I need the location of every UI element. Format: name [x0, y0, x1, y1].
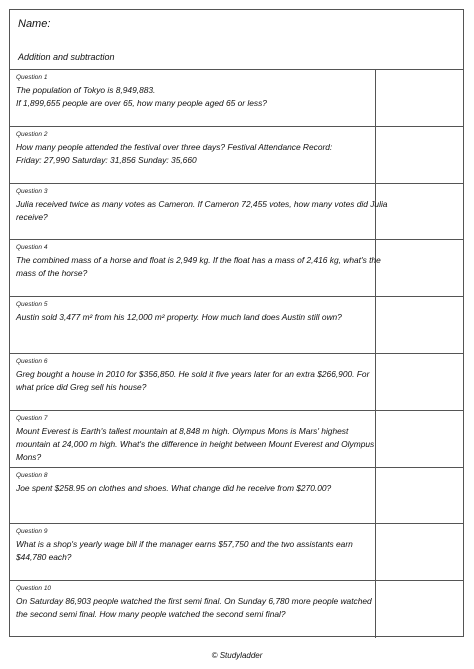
answer-box[interactable]	[376, 70, 463, 126]
answer-box[interactable]	[376, 354, 463, 410]
question-number: Question 3	[16, 187, 48, 195]
question-text-line: Mons?	[16, 451, 42, 462]
question-text-line: $44,780 each?	[16, 552, 72, 563]
question-text	[16, 84, 369, 110]
question-cell	[10, 297, 376, 353]
question-number: Question 2	[16, 130, 48, 138]
answer-box[interactable]	[376, 468, 463, 524]
question-text-line: what price did Greg sell his house?	[16, 382, 147, 392]
question-cell	[10, 70, 376, 126]
question-text	[16, 425, 375, 464]
question-row	[10, 240, 463, 297]
footer-brand: © Studyladder	[211, 651, 263, 660]
question-text-line: Joe spent $258.95 on clothes and shoes. What change did he receive from $270.00?	[16, 482, 332, 493]
question-text	[16, 254, 381, 280]
question-text-line: The population of Tokyo is 8,949,883.	[16, 85, 156, 95]
question-number: Question 1	[16, 74, 48, 81]
question-number: Question 10	[16, 585, 52, 593]
question-row	[10, 524, 463, 581]
question-row	[10, 70, 463, 127]
question-text-line: If 1,899,655 people are over 65, how many people aged 65 or less?	[16, 98, 267, 108]
question-text-line: receive?	[16, 211, 48, 222]
question-text	[16, 595, 372, 621]
question-cell	[10, 184, 388, 240]
question-number: Question 8	[16, 471, 48, 479]
question-text-line: How many people attended the festival over three days? Festival Attendance Record:	[16, 141, 333, 152]
worksheet-header	[10, 10, 463, 70]
answer-box[interactable]	[376, 184, 463, 240]
question-text	[16, 482, 369, 495]
question-text-line: Austin sold 3,477 m² from his 12,000 m² property. How much land does Austin still own?	[16, 312, 342, 323]
question-text-line: On Saturday 86,903 people watched the first semi final. On Sunday 6,780 more people watched	[16, 596, 372, 607]
question-number: Question 4	[16, 244, 48, 252]
answer-box[interactable]	[376, 411, 463, 467]
question-row	[10, 184, 463, 241]
question-text	[16, 368, 369, 394]
question-number: Question 9	[16, 528, 48, 536]
question-row	[10, 581, 463, 638]
question-text	[16, 538, 369, 564]
question-number: Question 6	[16, 358, 48, 365]
answer-box[interactable]	[376, 581, 463, 638]
question-text-line: mass of the horse?	[16, 268, 88, 279]
question-row	[10, 354, 463, 411]
question-cell	[10, 240, 381, 296]
question-cell	[10, 411, 376, 467]
question-cell	[10, 524, 376, 580]
question-row	[10, 411, 463, 468]
question-text	[16, 311, 369, 324]
answer-box[interactable]	[376, 240, 463, 296]
question-cell	[10, 468, 376, 524]
question-cell	[10, 127, 376, 183]
question-row	[10, 468, 463, 525]
question-number: Question 5	[16, 301, 48, 309]
question-number: Question 7	[16, 414, 48, 422]
question-text-line: the second semi final. How many people watched the second semi final?	[16, 609, 286, 620]
topic-title: Addition and subtraction	[18, 52, 115, 62]
question-row	[10, 127, 463, 184]
question-row	[10, 297, 463, 354]
question-text	[16, 198, 388, 224]
question-text-line: The combined mass of a horse and float is 2,949 kg. If the float has a mass of 2,416 kg, what's the	[16, 255, 381, 266]
worksheet	[9, 9, 464, 637]
question-text-line: Friday: 27,990 Saturday: 31,856 Sunday: 35,660	[16, 154, 197, 165]
question-text-line: What is a shop's yearly wage bill if the manager earns $57,750 and the two assistants earn	[16, 539, 353, 550]
question-text-line: mountain at 24,000 m high. What's the difference in height between Mount Everest and Olympus	[16, 438, 375, 449]
question-text-line: Mount Everest is Earth's tallest mountain at 8,848 m high. Olympus Mons is Mars' highest	[16, 425, 349, 436]
answer-box[interactable]	[376, 127, 463, 183]
question-cell	[10, 581, 376, 638]
question-text	[16, 141, 369, 167]
name-label: Name:	[18, 18, 51, 30]
answer-box[interactable]	[376, 524, 463, 580]
answer-box[interactable]	[376, 297, 463, 353]
question-text-line: Julia received twice as many votes as Cameron. If Cameron 72,455 votes, how many votes did Julia	[16, 198, 388, 209]
question-cell	[10, 354, 376, 410]
question-text-line: Greg bought a house in 2010 for $356,850. He sold it five years later for an extra $266,900. For	[16, 369, 370, 379]
